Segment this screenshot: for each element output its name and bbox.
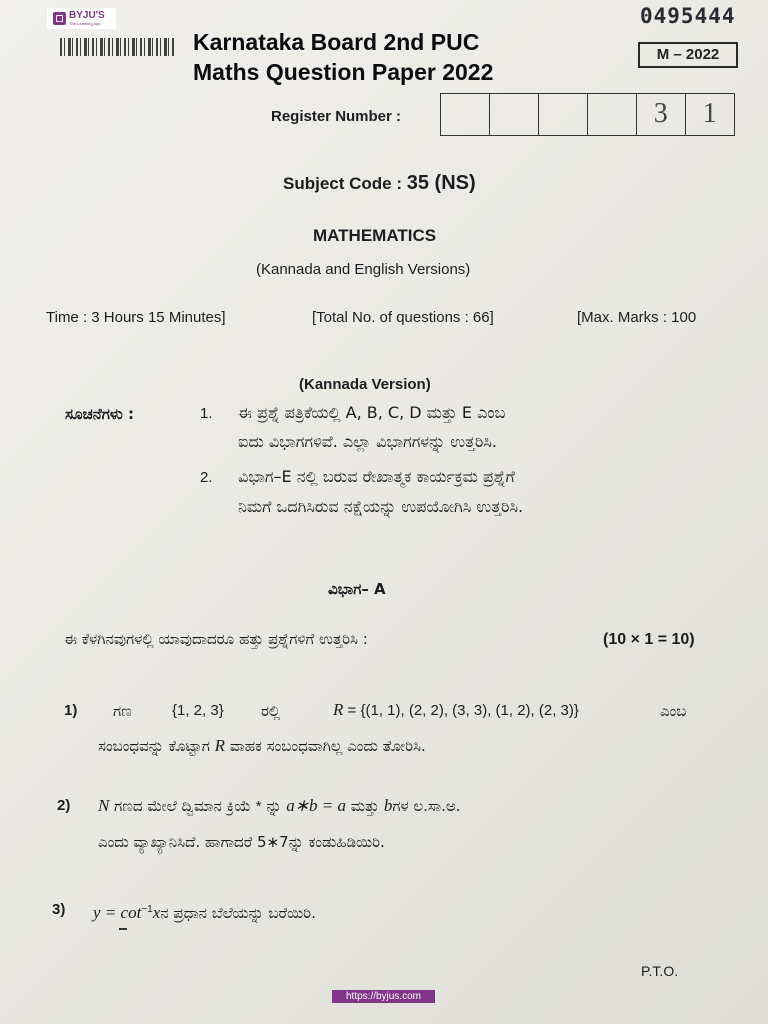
max-marks-info: [Max. Marks : 100 [577, 309, 697, 326]
instruction-number: 2. [200, 469, 213, 486]
logo-brand: BYJU'S [69, 10, 105, 21]
register-digit-box [489, 93, 540, 136]
register-digit-box: 1 [685, 93, 736, 136]
question-text: ರಲ್ಲಿ [261, 702, 281, 720]
footer-url-link[interactable]: https://byjus.com [332, 990, 435, 1003]
byjus-logo-icon [53, 12, 66, 25]
stray-mark [119, 928, 127, 930]
register-digit-box [587, 93, 638, 136]
logo-tagline: The Learning App [69, 21, 101, 26]
question-text: ಎಂಬ [660, 702, 687, 720]
register-digit-box: 3 [636, 93, 687, 136]
total-questions-info: [Total No. of questions : 66] [312, 309, 494, 326]
subject-code: Subject Code : 35 (NS) [283, 172, 476, 194]
register-number-boxes [441, 93, 735, 136]
instructions-label: ಸೂಚನೆಗಳು : [65, 405, 134, 423]
question-math: {1, 2, 3} [172, 702, 224, 719]
part-heading: ವಿಭಾಗ– A [328, 580, 386, 598]
time-info: Time : 3 Hours 15 Minutes] [46, 309, 226, 326]
paper-code-box: M – 2022 [638, 42, 738, 68]
page-title: Karnataka Board 2nd PUC Maths Question Paper 2022 [193, 29, 494, 85]
question-math: R = {(1, 1), (2, 2), (3, 3), (1, 2), (2, 3)} [333, 700, 579, 719]
instruction-line: ನಿಮಗೆ ಒದಗಿಸಿರುವ ನಕ್ಷೆಯನ್ನು ಉಪಯೋಗಿಸಿ ಉತ್ತರಿಸಿ. [238, 497, 524, 516]
question-number: 3) [52, 901, 66, 918]
versions-note: (Kannada and English Versions) [256, 261, 471, 278]
pto-label: P.T.O. [641, 963, 679, 979]
register-digit-box [440, 93, 491, 136]
marks-scheme: (10 × 1 = 10) [603, 631, 695, 648]
instruction-number: 1. [200, 405, 213, 422]
instruction-line: ವಿಭಾಗ–E ನಲ್ಲಿ ಬರುವ ರೇಖಾತ್ಮಕ ಕಾರ್ಯಕ್ರಮ ಪ್ರಶ್ನೆಗೆ [238, 467, 515, 486]
question-text: ಗಣ [113, 702, 132, 720]
barcode-icon [60, 38, 175, 56]
kannada-version-heading: (Kannada Version) [299, 376, 431, 393]
question-text: ಸಂಬಂಧವನ್ನು ಕೊಟ್ಟಾಗ R ವಾಹಕ ಸಂಬಂಧವಾಗಿಲ್ಲ ಎಂದು ತೋರಿಸಿ. [98, 736, 426, 755]
question-text: $y = \cot^{-1}xನ$ ಪ್ರಧಾನ ಬೆಲೆಯನ್ನು ಬರೆಯಿರಿ. [93, 903, 316, 922]
question-text: N ಗಣದ ಮೇಲೆ ದ್ವಿಮಾನ ಕ್ರಿಯೆ * ನ್ನು a∗b = a ಮತ್ತು bಗಳ ಲ.ಸಾ.ಅ. [98, 796, 461, 815]
byjus-logo[interactable] [47, 8, 116, 29]
subject-title: MATHEMATICS [313, 226, 437, 245]
question-text: ಎಂದು ವ್ಯಾಖ್ಯಾನಿಸಿದೆ. ಹಾಗಾದರೆ 5∗7ನ್ನು ಕಂಡುಹಿಡಿಯಿರಿ. [98, 833, 385, 851]
question-number: 1) [64, 702, 78, 719]
instruction-line: ಈ ಪ್ರಶ್ನೆ ಪತ್ರಿಕೆಯಲ್ಲಿ A, B, C, D ಮತ್ತು E ಎಂಬ [238, 403, 506, 422]
register-digit-box [538, 93, 589, 136]
serial-number: 0495444 [640, 4, 736, 28]
subject-code-value: 35 (NS) [406, 172, 476, 194]
question-number: 2) [57, 797, 71, 814]
answer-instruction: ಈ ಕೆಳಗಿನವುಗಳಲ್ಲಿ ಯಾವುದಾದರೂ ಹತ್ತು ಪ್ರಶ್ನೆಗಳಿಗೆ ಉತ್ತರಿಸಿ : [64, 630, 368, 648]
register-number-label: Register Number : [271, 108, 402, 125]
instruction-line: ಐದು ವಿಭಾಗಗಳಿವೆ. ಎಲ್ಲಾ ವಿಭಾಗಗಳನ್ನು ಉತ್ತರಿಸಿ. [238, 432, 497, 451]
